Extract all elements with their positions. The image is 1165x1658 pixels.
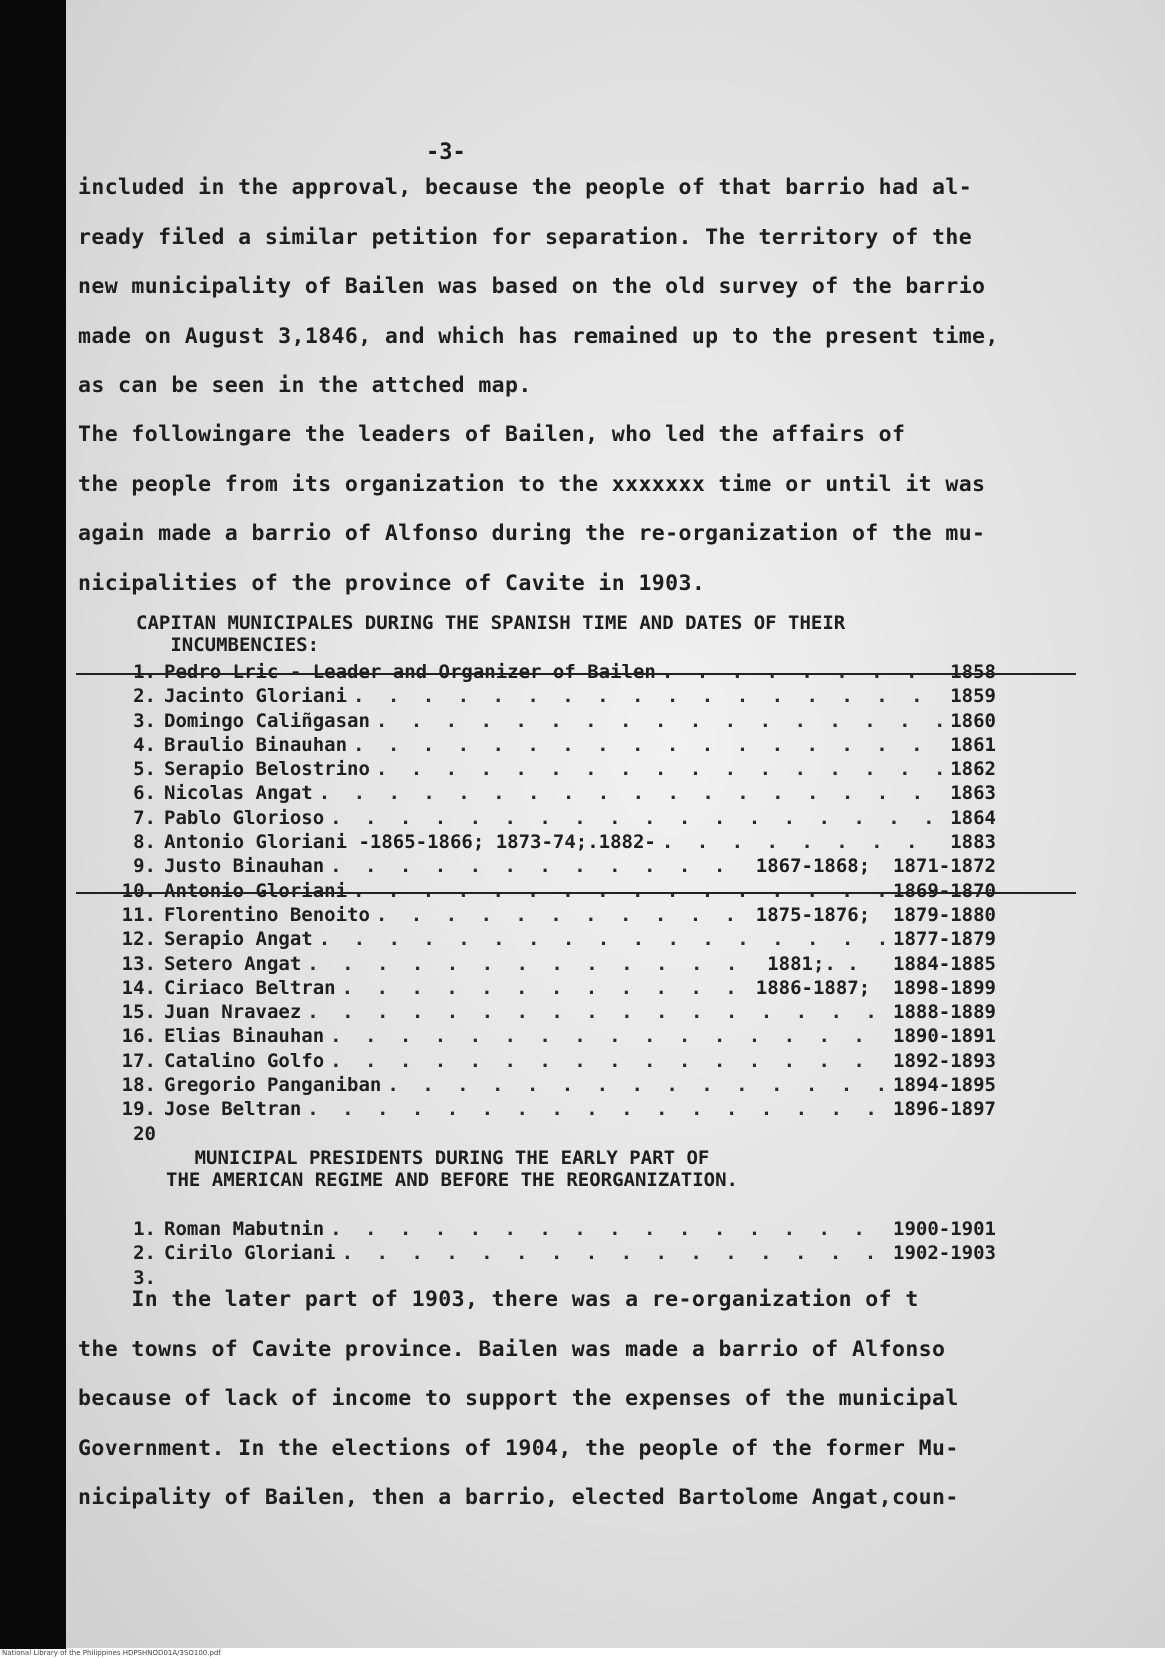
text-line: nicipalities of the province of Cavite in 1903. <box>78 570 706 596</box>
item-dates: 1886-1887; 1898-1899 <box>755 976 996 999</box>
dot-leader <box>319 927 887 951</box>
text-line: the people from its organization to the xxxxxxx time or until it was <box>78 471 986 497</box>
item-dates: 1888-1889 <box>893 1001 996 1024</box>
item-name: Antonio Gloriani <box>164 879 348 902</box>
item-name: Pablo Glorioso <box>164 806 325 829</box>
dot-leader <box>330 854 750 878</box>
item-dates: 1894-1895 <box>893 1074 996 1097</box>
list-item <box>116 660 996 684</box>
text-line: The followingare the leaders of Bailen, who led the affairs of <box>78 422 906 447</box>
item-name: Serapio Belostrino <box>164 758 370 781</box>
item-dates: 1858 <box>950 661 996 683</box>
item-dates: 1867-1868; 1871-1872 <box>755 855 996 878</box>
item-dates: 1892-1893 <box>893 1049 996 1072</box>
item-dates: 1881;. . 1884-1885 <box>767 952 996 975</box>
item-name: Justo Binauhan <box>164 855 325 878</box>
item-number: 15. <box>121 1001 156 1024</box>
page-number: -3- <box>426 140 466 165</box>
text-line: included in the approval, because the people of that barrio had al- <box>78 175 973 200</box>
item-name: Florentino Benoito <box>164 903 370 926</box>
list-item <box>116 952 996 976</box>
item-name: Pedro Lric - Leader and Organizer of Bailen <box>164 661 656 683</box>
dot-leader <box>376 903 750 927</box>
item-dates: 1863 <box>950 782 996 805</box>
item-number: 6. <box>133 782 156 805</box>
dot-leader <box>319 781 945 805</box>
item-dates: 1877-1879 <box>893 928 996 951</box>
dot-leader <box>342 976 750 1000</box>
item-number: 5. <box>133 758 156 781</box>
list-item <box>116 927 996 951</box>
list-item <box>116 854 996 878</box>
text-line: because of lack of income to support the expenses of the municipal <box>78 1386 959 1411</box>
capitan-municipales-heading: CAPITAN MUNICIPALES DURING THE SPANISH TIME AND DATES OF THEIR INCUMBENCIES: <box>136 612 846 656</box>
item-number: 1. <box>133 1218 156 1240</box>
dot-leader <box>353 879 887 903</box>
dot-leader <box>307 952 761 976</box>
item-name: Braulio Binauhan <box>164 733 348 756</box>
text-line: ready filed a similar petition for separation. The territory of the <box>78 224 973 250</box>
list-item <box>116 806 996 830</box>
item-name: Antonio Gloriani -1865-1866; 1873-74;.1882- <box>164 831 656 854</box>
list-item <box>116 1073 996 1097</box>
item-number: 13. <box>121 952 156 975</box>
item-dates: 1902-1903 <box>893 1242 996 1265</box>
item-dates: 1900-1901 <box>893 1218 996 1240</box>
item-number: 14. <box>121 976 156 999</box>
item-name: Catalino Golfo <box>164 1049 325 1072</box>
list-item <box>116 879 996 903</box>
scan-dark-edge <box>0 0 66 1650</box>
list-item <box>116 1241 996 1265</box>
paragraph-leaders-intro <box>78 410 1078 608</box>
list-item <box>116 1097 996 1121</box>
item-dates: 1861 <box>950 733 996 756</box>
list-item <box>116 1000 996 1024</box>
item-number: 20 <box>133 1122 156 1145</box>
dot-leader <box>353 684 944 708</box>
text-line: In the later part of 1903, there was a re-organization of t <box>78 1287 919 1312</box>
dot-leader <box>330 806 944 830</box>
item-name: Setero Angat <box>164 952 302 975</box>
document-page <box>66 0 1165 1648</box>
dot-leader <box>342 1241 887 1265</box>
item-dates: 1896-1897 <box>893 1098 996 1121</box>
item-number: 1. <box>133 661 156 683</box>
list-item <box>116 757 996 781</box>
item-name: Serapio Angat <box>164 928 313 951</box>
item-number: 7. <box>133 806 156 829</box>
text-line: as can be seen in the attched map. <box>78 373 532 398</box>
item-name: Nicolas Angat <box>164 782 313 805</box>
dot-leader <box>330 1049 887 1073</box>
item-dates: 1864 <box>950 806 996 829</box>
list-item <box>116 781 996 805</box>
dot-leader <box>662 660 944 684</box>
item-number: 10. <box>121 879 156 902</box>
list-item <box>116 976 996 1000</box>
dot-leader <box>376 709 944 733</box>
dot-leader <box>307 1097 887 1121</box>
dot-leader <box>330 1024 887 1048</box>
item-number: 12. <box>121 928 156 951</box>
list-item <box>116 1122 996 1146</box>
item-name: Domingo Caliñgasan <box>164 709 370 732</box>
item-number: 2. <box>133 1242 156 1265</box>
item-number: 4. <box>133 733 156 756</box>
dot-leader <box>330 1217 887 1241</box>
text-line: nicipality of Bailen, then a barrio, elected Bartolome Angat,coun- <box>78 1485 959 1510</box>
item-dates: 1875-1876; 1879-1880 <box>755 903 996 926</box>
item-number: 3. <box>133 1266 156 1289</box>
text-line: the towns of Cavite province. Bailen was made a barrio of Alfonso <box>78 1336 946 1362</box>
paragraph-approval <box>78 163 1078 411</box>
item-number: 16. <box>121 1025 156 1048</box>
list-item <box>116 709 996 733</box>
list-item <box>116 1217 996 1241</box>
item-number: 18. <box>121 1074 156 1097</box>
item-dates: 1860 <box>950 709 996 732</box>
list-item <box>116 733 996 757</box>
item-name: Cirilo Gloriani <box>164 1242 336 1265</box>
item-name: Juan Nravaez <box>164 1001 302 1024</box>
item-name: Jacinto Gloriani <box>164 685 348 708</box>
list-item <box>116 903 996 927</box>
text-line: again made a barrio of Alfonso during the re-organization of the mu- <box>78 521 986 546</box>
item-number: 3. <box>133 709 156 732</box>
item-number: 19. <box>121 1098 156 1121</box>
item-dates: 1883 <box>950 831 996 854</box>
item-number: 2. <box>133 685 156 708</box>
dot-leader <box>353 733 944 757</box>
footer-source-line: National Library of the Philippines HDPSHNOD01A/3SO100.pdf <box>0 1649 1165 1658</box>
item-dates: 1862 <box>950 758 996 781</box>
item-number: 8. <box>133 831 156 854</box>
paragraph-reorganization <box>78 1275 1078 1523</box>
text-line: Government. In the elections of 1904, the people of the former Mu- <box>78 1435 959 1461</box>
item-number: 11. <box>121 903 156 926</box>
list-item <box>116 1024 996 1048</box>
item-name: Ciriaco Beltran <box>164 976 336 999</box>
item-dates: 1890-1891 <box>893 1025 996 1048</box>
item-name: Gregorio Panganiban <box>164 1074 382 1097</box>
list-item <box>116 684 996 708</box>
item-number: 9. <box>133 855 156 878</box>
item-number: 17. <box>121 1049 156 1072</box>
item-dates: 1859 <box>950 685 996 708</box>
dot-leader <box>662 830 944 854</box>
item-dates: 1869-1870 <box>893 879 996 902</box>
item-name: Roman Mabutnin <box>164 1218 325 1240</box>
capitan-municipales-list <box>116 660 996 1146</box>
dot-leader <box>376 757 944 781</box>
text-line: made on August 3,1846, and which has remained up to the present time, <box>78 323 999 349</box>
dot-leader <box>307 1000 887 1024</box>
list-item <box>116 1049 996 1073</box>
text-line: new municipality of Bailen was based on the old survey of the barrio <box>78 274 986 299</box>
list-item <box>116 830 996 854</box>
dot-leader <box>387 1073 887 1097</box>
item-name: Jose Beltran <box>164 1098 302 1121</box>
municipal-presidents-heading: MUNICIPAL PRESIDENTS DURING THE EARLY PART OF THE AMERICAN REGIME AND BEFORE THE REORGANIZATION. <box>166 1147 738 1191</box>
item-name: Elias Binauhan <box>164 1025 325 1048</box>
